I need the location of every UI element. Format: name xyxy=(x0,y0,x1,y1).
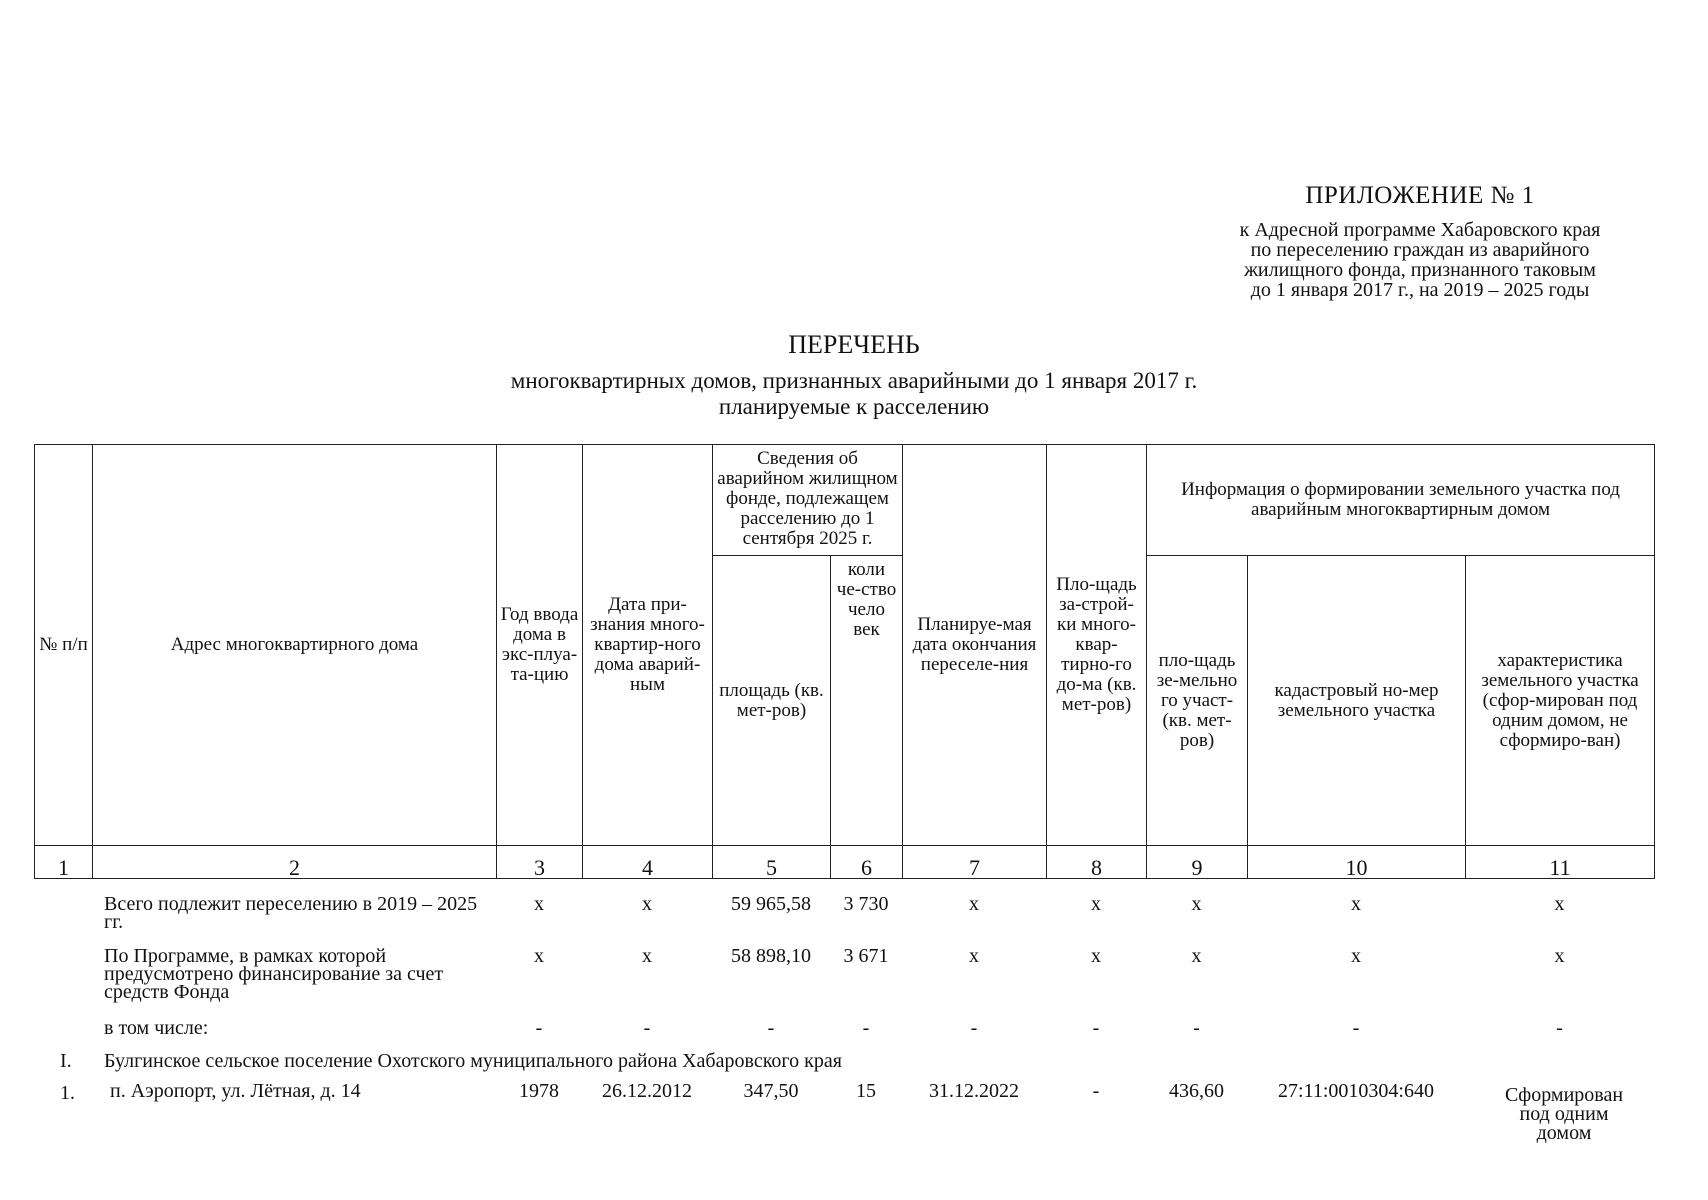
row-value: х xyxy=(1091,945,1101,967)
row-value: 58 898,10 xyxy=(731,945,811,967)
row-value: - xyxy=(1193,1017,1200,1039)
header-cadastral: кадастровый но-мер земельного участка xyxy=(1248,556,1466,846)
column-number: 8 xyxy=(1047,846,1147,879)
appendix-title: ПРИЛОЖЕНИЕ № 1 xyxy=(1305,182,1535,209)
column-number: 6 xyxy=(831,846,903,879)
header-num: № п/п xyxy=(35,445,93,846)
row-value: 3 671 xyxy=(843,945,889,967)
appendix-line: жилищного фонда, признанного таковым xyxy=(1244,259,1596,281)
header-land-area: пло-щадь зе-мельно го участ-(кв. мет-ров) xyxy=(1147,556,1248,846)
row-value: Сформирован под одним домом xyxy=(1504,1084,1624,1144)
row-value: х xyxy=(1351,893,1361,915)
row-value: 27:11:0010304:640 xyxy=(1278,1080,1434,1102)
row-value: 3 730 xyxy=(843,893,889,915)
column-number: 10 xyxy=(1248,846,1466,879)
houses-table xyxy=(34,444,1655,879)
column-number: 9 xyxy=(1147,846,1248,879)
row-value: - xyxy=(1092,1017,1100,1039)
document-subtitle: многоквартирных домов, признанных аварийными до 1 января 2017 г. xyxy=(510,368,1198,393)
row-address: п. Аэропорт, ул. Лётная, д. 14 xyxy=(110,1080,361,1102)
header-date-recognized: Дата при-знания много-квартир-ного дома аварий-ным xyxy=(583,445,713,846)
column-number: 7 xyxy=(903,846,1047,879)
row-value: х xyxy=(1091,893,1101,915)
row-label: в том числе: xyxy=(104,1017,209,1039)
header-land-char: характеристика земельного участка (сфор-мирован под одним домом, не сформиро-ван) xyxy=(1466,556,1655,846)
row-label: Всего подлежит переселению в 2019 – 2025 гг. xyxy=(104,893,478,933)
header-area: площадь (кв. мет-ров) xyxy=(713,556,831,846)
column-number: 1 xyxy=(35,846,93,879)
row-value: х xyxy=(969,945,979,967)
row-value: - xyxy=(1556,1017,1563,1039)
row-value: 1978 xyxy=(519,1080,559,1102)
row-value: - xyxy=(1092,1080,1100,1102)
row-value: 31.12.2022 xyxy=(929,1080,1019,1102)
row-value: 15 xyxy=(856,1080,876,1102)
row-label: По Программе, в рамках которой предусмотрено финансирование за счет средств Фонда xyxy=(104,945,444,1003)
appendix-line: к Адресной программе Хабаровского края xyxy=(1239,219,1601,241)
row-value: х xyxy=(1191,945,1202,967)
row-value: 59 965,58 xyxy=(731,893,811,915)
row-value: х xyxy=(1191,893,1202,915)
header-planned-date: Планируе-мая дата окончания переселе-ния xyxy=(903,445,1047,846)
header-land-group: Информация о формировании земельного участка под аварийным многоквартирным домом xyxy=(1147,445,1655,556)
appendix-line: по переселению граждан из аварийного xyxy=(1250,239,1590,261)
row-value: - xyxy=(970,1017,978,1039)
row-value: х xyxy=(969,893,979,915)
header-year: Год ввода дома в экс-плуа-та-цию xyxy=(497,445,583,846)
section-index: I. xyxy=(60,1050,72,1072)
row-value: х xyxy=(1351,945,1361,967)
row-value: х xyxy=(642,945,652,967)
row-value: - xyxy=(862,1017,870,1039)
column-number: 4 xyxy=(583,846,713,879)
row-value: х xyxy=(534,945,544,967)
row-value: 347,50 xyxy=(743,1080,799,1102)
header-people: коли че-ство чело век xyxy=(831,556,903,846)
row-value: х xyxy=(534,893,544,915)
header-built-area: Пло-щадь за-строй-ки много-квар-тирно-го до-ма (кв. мет-ров) xyxy=(1047,445,1147,846)
header-info-group: Сведения об аварийном жилищном фонде, подлежащем расселению до 1 сентября 2025 г. xyxy=(713,445,903,556)
row-value: х xyxy=(1554,945,1565,967)
row-value: - xyxy=(643,1017,651,1039)
row-value: - xyxy=(1352,1017,1360,1039)
row-value: - xyxy=(535,1017,543,1039)
column-number: 5 xyxy=(713,846,831,879)
column-number: 11 xyxy=(1466,846,1655,879)
appendix-block xyxy=(1170,182,1670,300)
row-value: - xyxy=(767,1017,775,1039)
column-number: 2 xyxy=(93,846,497,879)
appendix-line: до 1 января 2017 г., на 2019 – 2025 годы xyxy=(1250,279,1590,301)
row-value: х xyxy=(1554,893,1565,915)
header-address: Адрес многоквартирного дома xyxy=(93,445,497,846)
document-subtitle-2: планируемые к расселению xyxy=(718,394,990,419)
column-number: 3 xyxy=(497,846,583,879)
row-index: 1. xyxy=(60,1082,75,1104)
row-value: х xyxy=(642,893,652,915)
row-value: 436,60 xyxy=(1169,1080,1224,1102)
row-value: 26.12.2012 xyxy=(602,1080,692,1102)
section-title: Булгинское сельское поселение Охотского муниципального района Хабаровского края xyxy=(104,1050,842,1072)
document-title: ПЕРЕЧЕНЬ xyxy=(788,330,920,359)
